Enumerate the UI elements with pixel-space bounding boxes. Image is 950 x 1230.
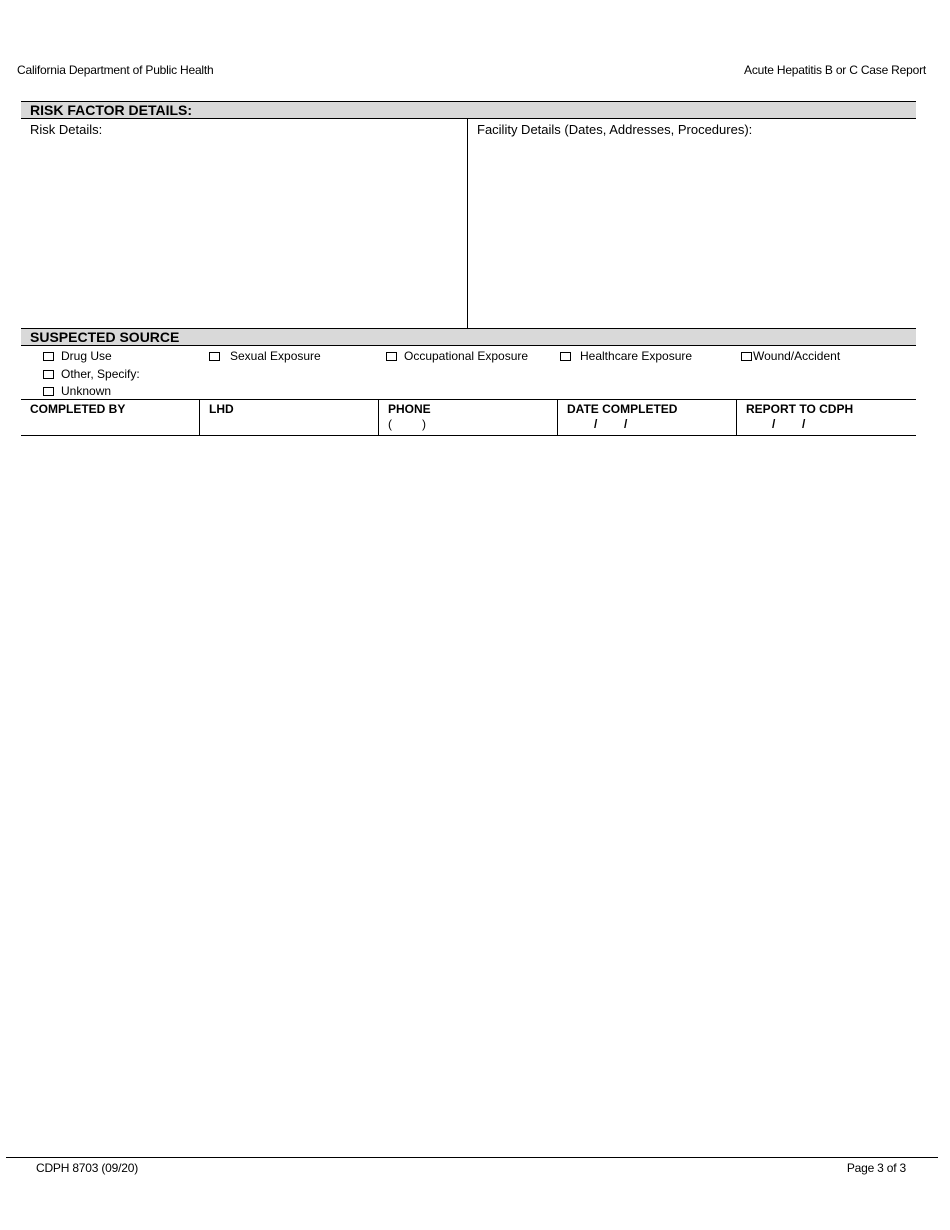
checkbox-icon [741, 352, 752, 361]
risk-factor-section-title: RISK FACTOR DETAILS: [21, 101, 916, 119]
wound-accident-checkbox[interactable] [741, 349, 840, 363]
other-specify-label: Other, Specify: [61, 367, 140, 381]
completed-by-field[interactable] [21, 400, 200, 435]
report-to-cdph-label: REPORT TO CDPH [746, 402, 854, 416]
footer-form-id: CDPH 8703 (09/20) [36, 1161, 138, 1175]
date-completed-label: DATE COMPLETED [567, 402, 678, 416]
unknown-checkbox[interactable] [43, 384, 111, 398]
checkbox-icon [43, 370, 54, 379]
drug-use-label: Drug Use [61, 349, 112, 363]
header-agency: California Department of Public Health [17, 63, 214, 77]
lhd-field[interactable] [200, 400, 379, 435]
header-form-title: Acute Hepatitis B or C Case Report [744, 63, 926, 77]
sexual-exposure-label: Sexual Exposure [230, 349, 321, 363]
facility-details-label: Facility Details (Dates, Addresses, Procedures): [477, 122, 753, 137]
risk-details-label: Risk Details: [30, 122, 103, 137]
date-completed-field[interactable] [558, 400, 737, 435]
checkbox-icon [43, 352, 54, 361]
report-to-cdph-field[interactable] [737, 400, 916, 435]
suspected-source-section-title: SUSPECTED SOURCE [21, 328, 916, 346]
occupational-exposure-label: Occupational Exposure [404, 349, 529, 363]
checkbox-icon [209, 352, 220, 361]
phone-template: ( ) [388, 417, 426, 431]
checkbox-icon [560, 352, 571, 361]
facility-details-field[interactable] [468, 119, 916, 328]
sexual-exposure-checkbox[interactable] [209, 349, 321, 363]
healthcare-exposure-checkbox[interactable] [560, 349, 692, 363]
footer-divider [6, 1157, 938, 1158]
checkbox-icon [43, 387, 54, 396]
unknown-label: Unknown [61, 384, 112, 398]
phone-label: PHONE [388, 402, 431, 416]
other-specify-checkbox[interactable] [43, 367, 140, 381]
date-completed-template: / / [594, 417, 628, 431]
wound-accident-label: Wound/Accident [753, 349, 841, 363]
lhd-label: LHD [209, 402, 234, 416]
checkbox-icon [386, 352, 397, 361]
report-to-cdph-template: / / [772, 417, 806, 431]
occupational-exposure-checkbox[interactable] [386, 349, 528, 363]
phone-field[interactable] [379, 400, 558, 435]
healthcare-exposure-label: Healthcare Exposure [580, 349, 693, 363]
risk-details-field[interactable] [21, 119, 468, 328]
drug-use-checkbox[interactable] [43, 349, 112, 363]
footer-page-number: Page 3 of 3 [846, 1161, 906, 1175]
completion-row [21, 399, 916, 436]
completed-by-label: COMPLETED BY [30, 402, 126, 416]
